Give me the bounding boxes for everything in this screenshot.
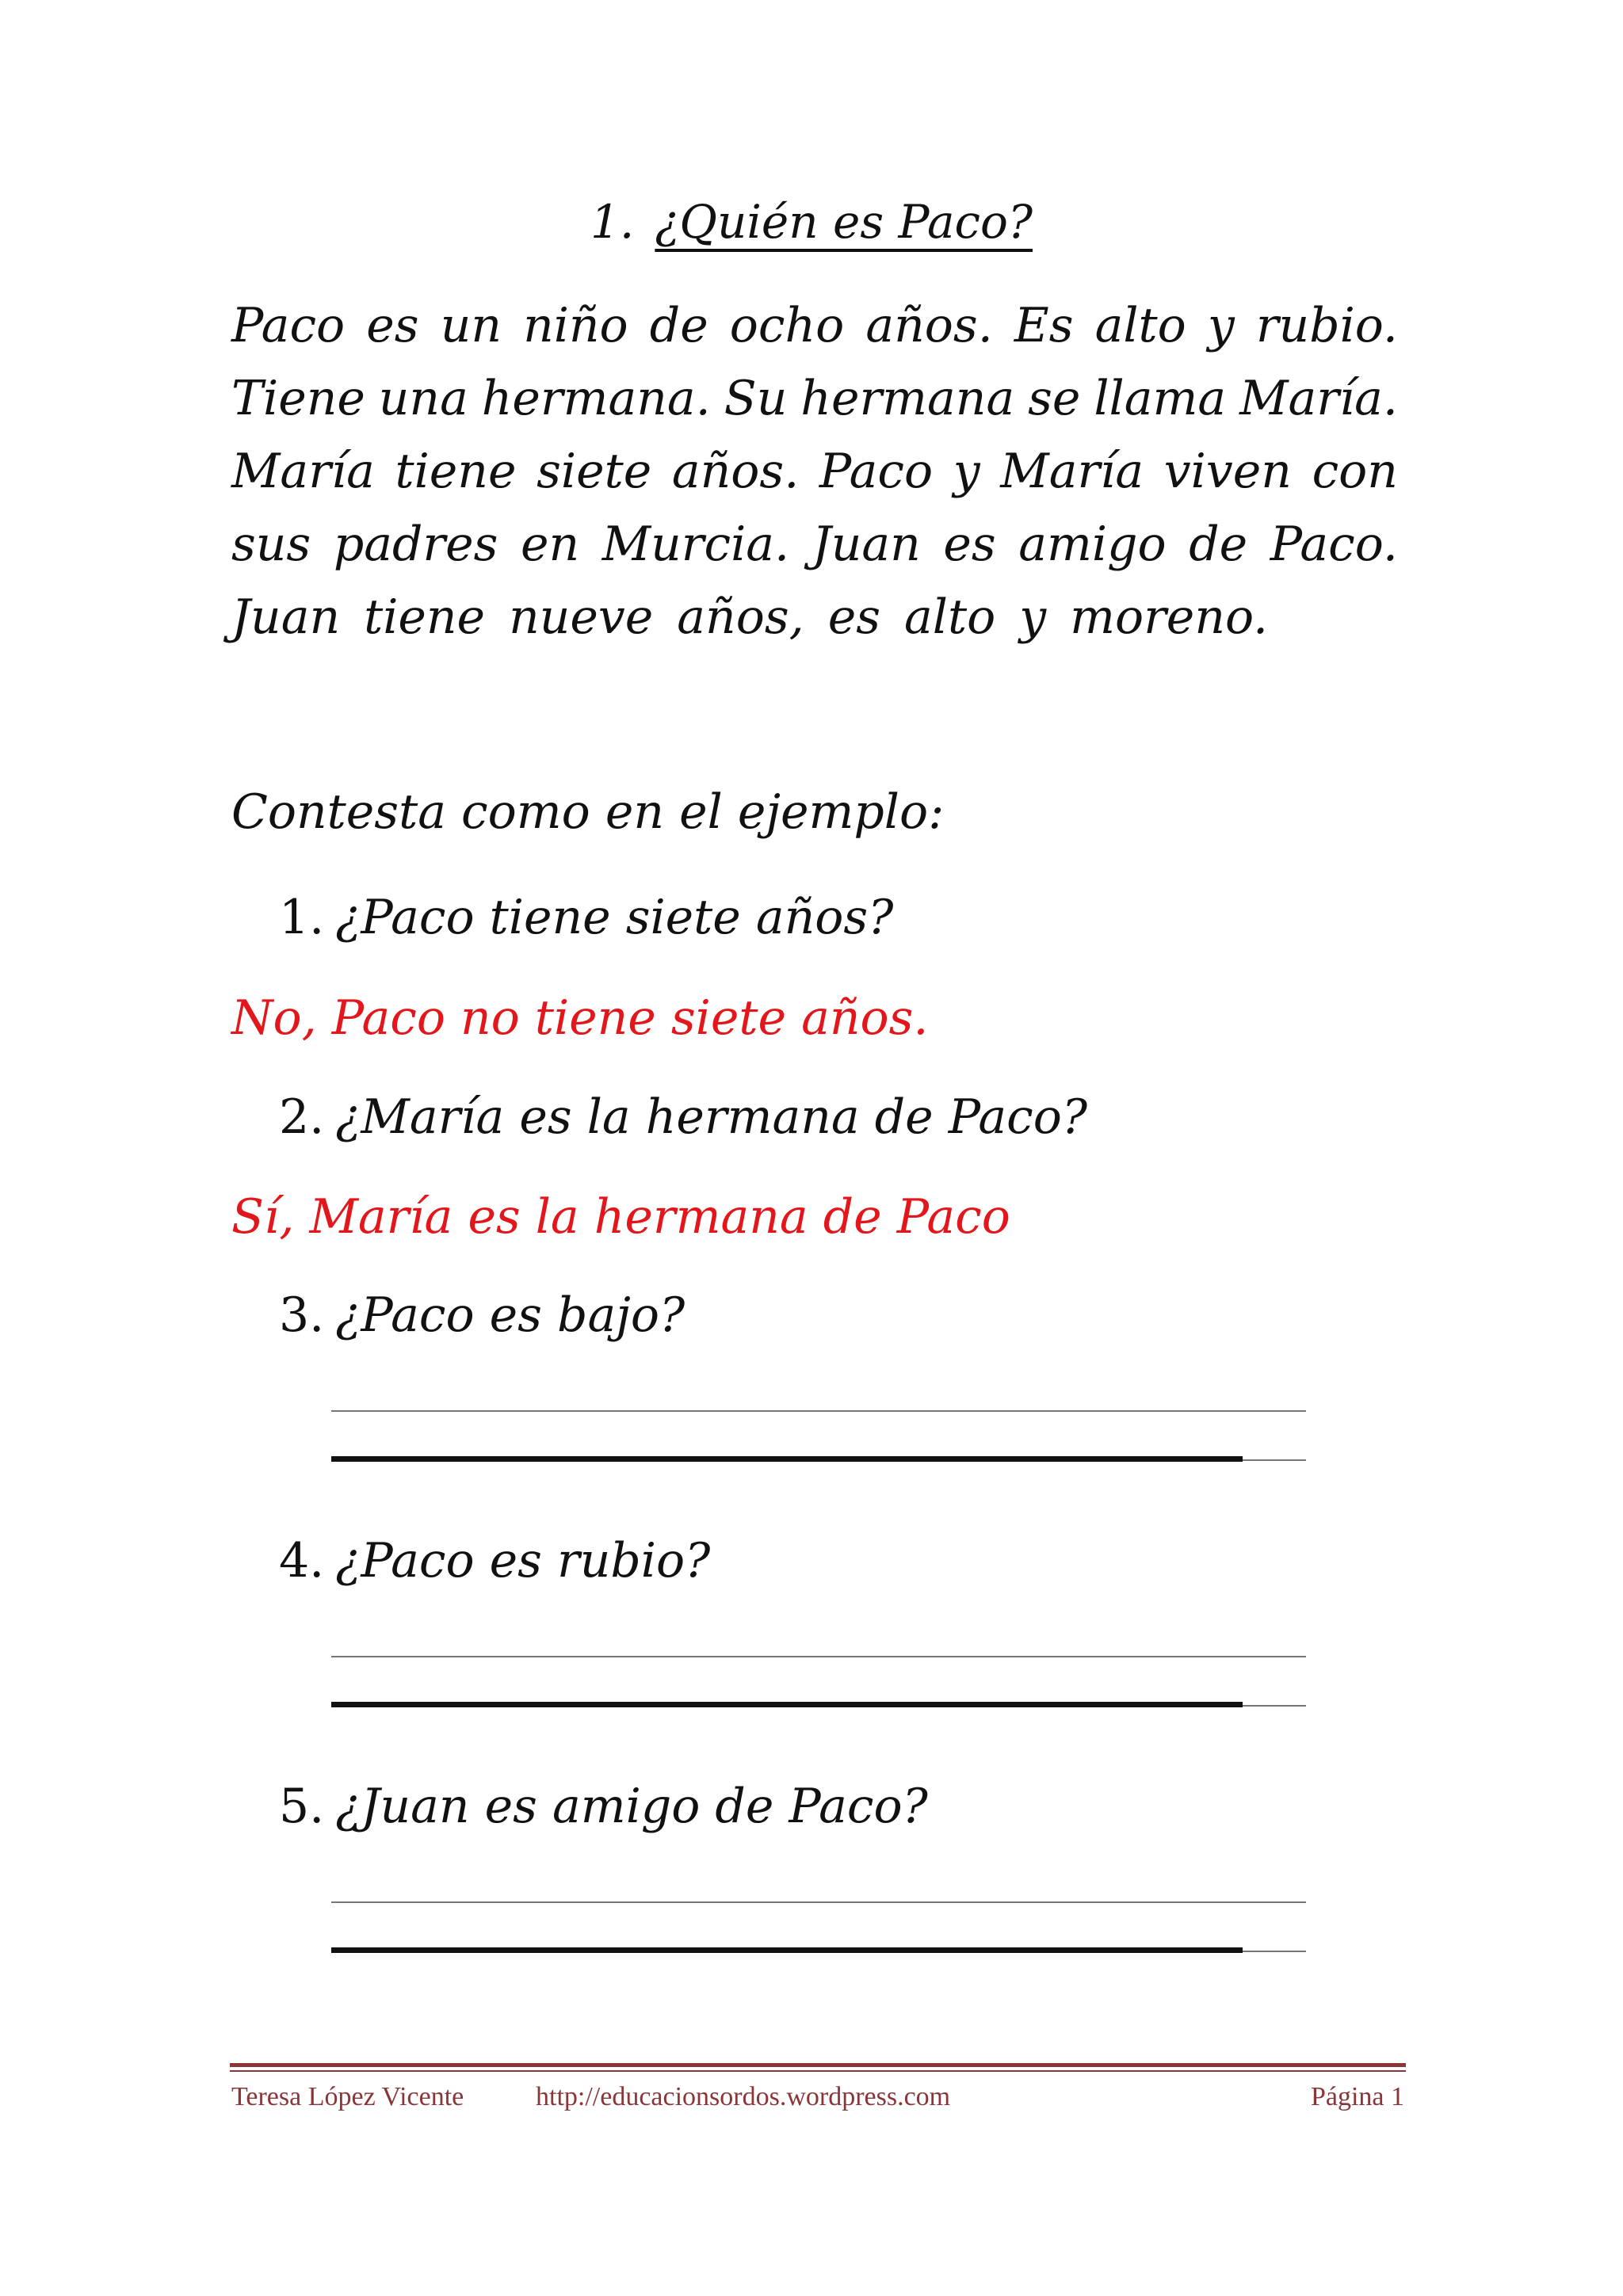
story-word: Paco. [1270,517,1398,572]
page-title [0,190,1623,254]
question-text: ¿Paco tiene siete años? [335,890,894,945]
question-5 [279,1775,928,1838]
story-word: y [1207,298,1235,353]
story-word: una [378,371,468,426]
story-word: rubio. [1255,298,1398,353]
story-word: años. [671,444,800,499]
story-word: es [943,517,996,572]
title-text: ¿Quién es Paco? [655,195,1033,249]
story-word: María [1000,444,1144,499]
question-2 [279,1085,1087,1149]
story-line-3 [231,435,1398,508]
story-word: y [1019,589,1047,645]
story-word: María. [1239,371,1398,426]
story-word: padres [333,517,498,572]
question-4 [279,1529,710,1592]
story-word: hermana. [481,371,711,426]
story-word: Murcia. [601,517,790,572]
story-word: siete [537,444,652,499]
footer-author: Teresa López Vicente [231,2082,464,2111]
answer-writing-line-3[interactable] [331,1410,1306,1466]
story-line-4 [231,508,1398,581]
story-word: amigo [1018,517,1167,572]
story-word: en [520,517,580,572]
question-3 [279,1283,685,1347]
story-line-1 [231,289,1398,362]
footer-url-link[interactable]: http://educacionsordos.wordpress.com [536,2082,951,2111]
story-word: hermana [800,371,1015,426]
story-word: nueve [509,589,654,645]
footer-rule-thick [230,2063,1406,2067]
story-word: es [827,589,880,645]
writing-line [331,1702,1243,1707]
page-footer [231,2077,1404,2117]
story-word: Es [1014,298,1074,353]
story-word: Juan [812,517,921,572]
story-word: Juan [231,589,341,645]
story-word: alto [904,589,996,645]
footer-page-number: Página 1 [1310,2082,1404,2111]
footer-rule-thin [230,2070,1406,2072]
question-number: 3. [279,1287,325,1343]
answer-2: Sí, María es la hermana de Paco [231,1189,1010,1245]
question-text: ¿María es la hermana de Paco? [335,1089,1088,1145]
story-line-5 [231,581,1398,654]
instruction-text: Contesta como en el ejemplo: [231,784,945,840]
story-word: tiene [395,444,517,499]
story-word: alto [1094,298,1186,353]
guide-line-top [331,1656,1306,1657]
question-text: ¿Paco es rubio? [335,1533,711,1589]
question-text: ¿Juan es amigo de Paco? [335,1779,928,1834]
story-word: tiene [364,589,486,645]
title-number: 1. [590,195,635,249]
story-word: Su [724,371,788,426]
writing-line [331,1456,1243,1462]
answer-1: No, Paco no tiene siete años. [231,990,929,1046]
story-word: años. [865,298,993,353]
answer-writing-line-5[interactable] [331,1901,1306,1957]
story-word: con [1312,444,1398,499]
story-word: y [953,444,980,499]
question-1 [279,886,893,949]
question-number: 5. [279,1779,325,1834]
story-word: Paco [819,444,934,499]
question-number: 2. [279,1089,325,1145]
story-word: ocho [729,298,845,353]
story-word: años, [677,589,804,645]
question-number: 4. [279,1533,325,1589]
story-word: viven [1163,444,1292,499]
story-paragraph [231,289,1398,654]
story-word: Tiene [231,371,365,426]
guide-line-top [331,1901,1306,1903]
story-word: de [1189,517,1248,572]
story-word: niño [523,298,628,353]
story-word: se [1028,371,1081,426]
writing-line [331,1947,1243,1953]
story-word: sus [231,517,311,572]
story-word: llama [1094,371,1227,426]
story-word: moreno. [1070,589,1269,645]
question-number: 1. [279,890,325,945]
story-word: es [366,298,419,353]
story-line-2 [231,362,1398,435]
story-word: María [231,444,375,499]
story-word: un [440,298,502,353]
answer-writing-line-4[interactable] [331,1656,1306,1711]
story-word: de [649,298,708,353]
story-word: Paco [231,298,346,353]
guide-line-top [331,1410,1306,1412]
question-text: ¿Paco es bajo? [335,1287,685,1343]
